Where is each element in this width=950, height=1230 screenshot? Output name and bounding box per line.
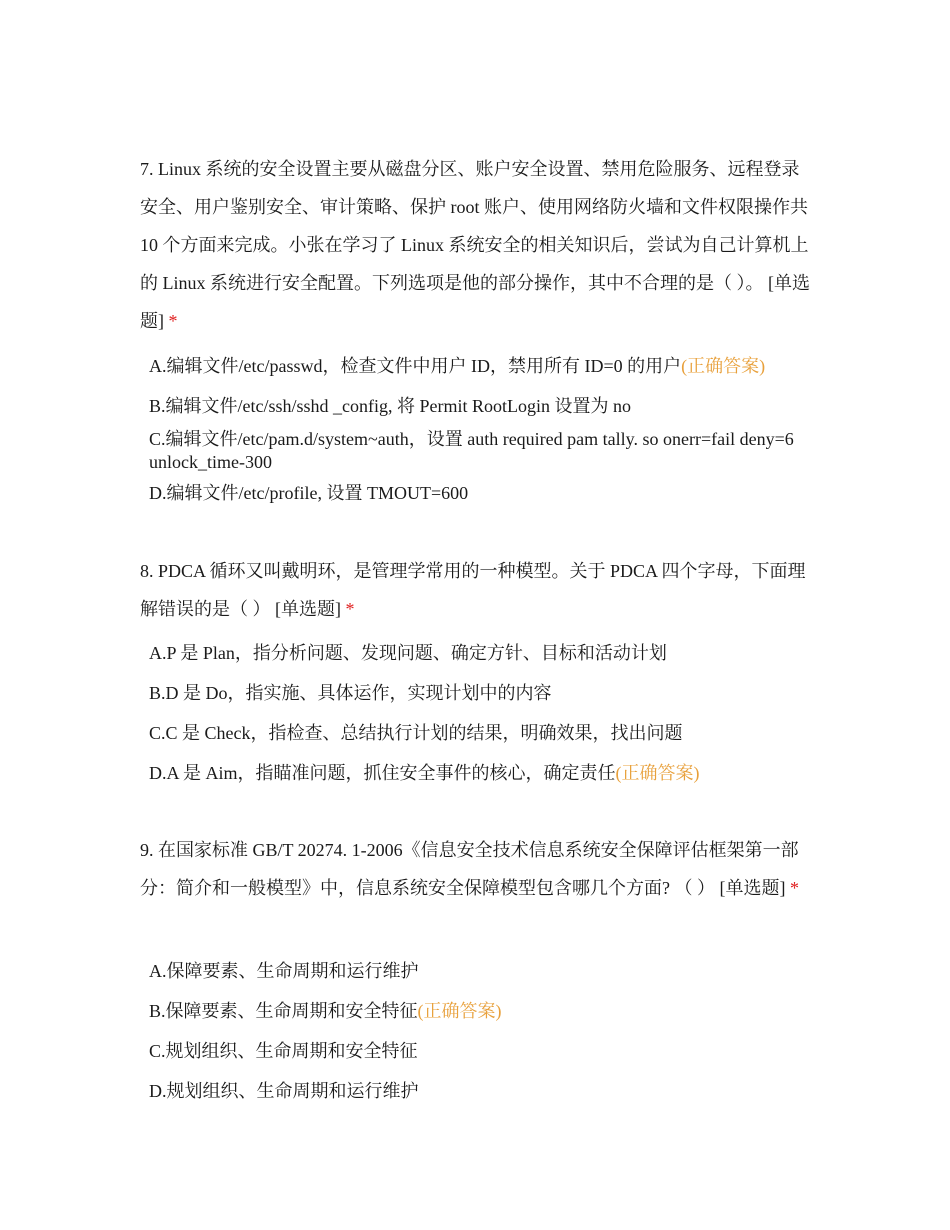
option-text: B.D 是 Do，指实施、具体运作，实现计划中的内容 <box>149 683 552 703</box>
question-stem: 7. Linux 系统的安全设置主要从磁盘分区、账户安全设置、禁用危险服务、远程登录安全、用户鉴别安全、审计策略、保护 root 账户、使用网络防火墙和文件权限操作共 10 个方面来完成。小张在学习了 Linux 系统安全的相关知识后，尝试为自己计算机上的 Linux 系统进行安全配置。下列选项是他的部分操作，其中不合理的是（ ）。 [单选题] <box>140 159 810 331</box>
required-mark: * <box>345 599 355 619</box>
option-text: D.编辑文件/etc/profile, 设置 TMOUT=600 <box>149 483 469 503</box>
option-b <box>149 395 799 418</box>
option-b <box>149 1000 799 1023</box>
option-text: B.编辑文件/etc/ssh/sshd _config, 将 Permit RootLogin 设置为 no <box>149 396 631 416</box>
option-text: A.P 是 Plan，指分析问题、发现问题、确定方针、目标和活动计划 <box>149 643 667 663</box>
option-b <box>149 682 799 705</box>
option-text: C.C 是 Check，指检查、总结执行计划的结果，明确效果，找出问题 <box>149 723 683 743</box>
option-text: A.编辑文件/etc/passwd，检查文件中用户 ID，禁用所有 ID=0 的用户 <box>149 356 682 376</box>
correct-answer-label: (正确答案) <box>615 763 700 783</box>
option-text: C.规划组织、生命周期和安全特征 <box>149 1041 418 1061</box>
option-a <box>149 960 799 983</box>
option-d <box>149 482 799 505</box>
option-text: D.规划组织、生命周期和运行维护 <box>149 1081 419 1101</box>
question-stem: 9. 在国家标准 GB/T 20274. 1-2006《信息安全技术信息系统安全保障评估框架第一部分：简介和一般模型》中，信息系统安全保障模型包含哪几个方面? （ ） [单选题] <box>140 840 799 898</box>
option-c <box>149 1040 799 1063</box>
option-c <box>149 722 799 745</box>
question-text <box>140 831 812 907</box>
option-a <box>149 355 799 378</box>
option-text: D.A 是 Aim，指瞄准问题，抓住安全事件的核心，确定责任 <box>149 763 616 783</box>
question-7 <box>140 150 812 340</box>
correct-answer-label: (正确答案) <box>417 1001 502 1021</box>
question-text <box>140 150 812 340</box>
option-d <box>149 1080 799 1103</box>
option-a <box>149 642 799 665</box>
option-text: C.编辑文件/etc/pam.d/system~auth，设置 auth required pam tally. so onerr=fail deny=6 unlock_time-300 <box>149 429 794 472</box>
option-text: A.保障要素、生命周期和运行维护 <box>149 961 419 981</box>
required-mark: * <box>789 878 799 898</box>
option-c <box>149 428 799 474</box>
correct-answer-label: (正确答案) <box>681 356 766 376</box>
required-mark: * <box>168 311 178 331</box>
question-8 <box>140 552 812 628</box>
question-text <box>140 552 812 628</box>
option-d <box>149 762 799 785</box>
question-stem: 8. PDCA 循环又叫戴明环，是管理学常用的一种模型。关于 PDCA 四个字母，下面理解错误的是（ ） [单选题] <box>140 561 806 619</box>
question-9 <box>140 831 812 907</box>
option-text: B.保障要素、生命周期和安全特征 <box>149 1001 418 1021</box>
